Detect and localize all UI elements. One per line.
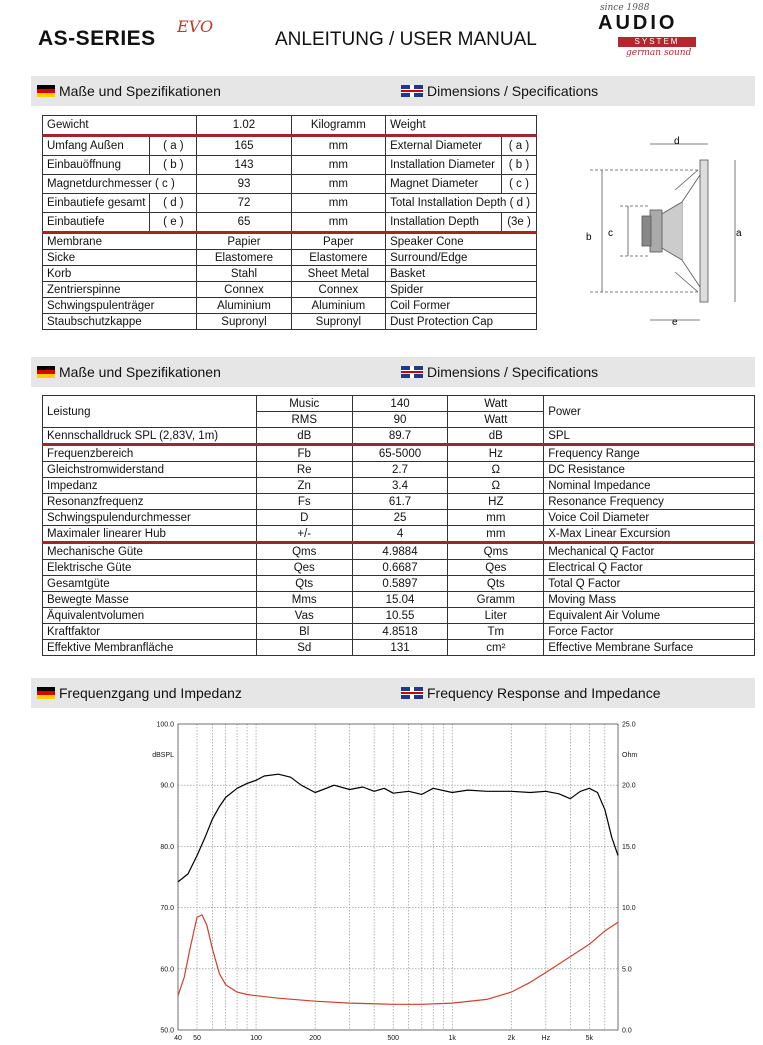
uk-flag-icon	[401, 687, 423, 699]
table-row	[43, 175, 537, 194]
audio-system-logo	[596, 3, 706, 63]
x-tick-label: 40	[174, 1035, 182, 1042]
cell-symbol: Zn	[256, 478, 352, 494]
cell-label-de: Gewicht	[43, 116, 197, 136]
cell-label-en: Electrical Q Factor	[544, 560, 755, 576]
cell-label-de: Membrane	[43, 233, 197, 250]
table-row	[43, 250, 537, 266]
diagram-label-a: a	[736, 228, 742, 239]
table-row	[43, 116, 537, 136]
cell-label-de: Korb	[43, 266, 197, 282]
cell-symbol: Re	[256, 462, 352, 478]
table-row	[43, 462, 755, 478]
cell-label-en: Moving Mass	[544, 592, 755, 608]
cell-ref-en: ( b )	[502, 156, 537, 175]
cell-symbol: Sd	[256, 640, 352, 656]
cell-unit: Qts	[448, 576, 544, 592]
y2-tick-label: 0.0	[622, 1027, 632, 1035]
y-tick-label: 90.0	[160, 782, 174, 790]
cell-unit: Qes	[448, 560, 544, 576]
cell-label-en: Dust Protection Cap	[386, 314, 537, 330]
cell-value: 65-5000	[352, 445, 448, 462]
power-music-unit: Watt	[448, 396, 544, 412]
table-row	[43, 266, 537, 282]
cell-label-de: Magnetdurchmesser ( c )	[43, 175, 197, 194]
cell-label-de: Gleichstromwiderstand	[43, 462, 257, 478]
cell-label-en: Basket	[386, 266, 537, 282]
table-row	[43, 233, 537, 250]
cell-symbol: D	[256, 510, 352, 526]
cell-unit: mm	[291, 213, 385, 233]
y-axis-label: dBSPL	[152, 752, 174, 760]
cell-label-en: Weight	[386, 116, 537, 136]
cell-label-en: Effective Membrane Surface	[544, 640, 755, 656]
cell-unit: dB	[448, 428, 544, 445]
cell-label-en: Total Installation Depth ( d )	[386, 194, 537, 213]
cell-label-de: Gesamtgüte	[43, 576, 257, 592]
cell-unit: Liter	[448, 608, 544, 624]
power-label-de: Leistung	[43, 396, 257, 428]
cell-label-de: Maximaler linearer Hub	[43, 526, 257, 543]
german-flag-icon	[37, 85, 55, 97]
cell-label-de: Effektive Membranfläche	[43, 640, 257, 656]
cell-unit: Sheet Metal	[291, 266, 385, 282]
cell-unit: Gramm	[448, 592, 544, 608]
cell-label-en: SPL	[544, 428, 755, 445]
cell-label-de: Schwingspulenträger	[43, 298, 197, 314]
cell-label-en: DC Resistance	[544, 462, 755, 478]
uk-flag-icon	[401, 85, 423, 97]
x-tick-label: 50	[193, 1035, 201, 1042]
cell-label-en: Equivalent Air Volume	[544, 608, 755, 624]
cell-value: Elastomere	[197, 250, 291, 266]
diagram-label-d: d	[674, 136, 680, 147]
table-row	[43, 298, 537, 314]
impedance-series-line	[178, 915, 618, 1004]
cell-label-en: Voice Coil Diameter	[544, 510, 755, 526]
cell-label-de: Kraftfaktor	[43, 624, 257, 640]
x-axis-unit: Hz	[541, 1035, 551, 1042]
cell-value: 10.55	[352, 608, 448, 624]
cell-symbol: Vas	[256, 608, 352, 624]
cell-symbol: Qts	[256, 576, 352, 592]
section-title-de: Maße und Spezifikationen	[59, 364, 221, 380]
cell-unit: mm	[448, 526, 544, 543]
cell-unit: Kilogramm	[291, 116, 385, 136]
table-row	[43, 213, 537, 233]
cell-unit: Hz	[448, 445, 544, 462]
cell-value: 25	[352, 510, 448, 526]
cell-unit: Elastomere	[291, 250, 385, 266]
cell-value: 4.8518	[352, 624, 448, 640]
cell-label-en: Installation Depth	[386, 213, 502, 233]
cell-label-en: Nominal Impedance	[544, 478, 755, 494]
cell-value: Supronyl	[197, 314, 291, 330]
cell-label-en: X-Max Linear Excursion	[544, 526, 755, 543]
diagram-label-b: b	[586, 232, 592, 243]
cell-label-de: Einbautiefe	[43, 213, 150, 233]
cell-unit: Connex	[291, 282, 385, 298]
cell-value: 4	[352, 526, 448, 543]
x-tick-label: 2k	[507, 1035, 515, 1042]
cell-label-de: Mechanische Güte	[43, 543, 257, 560]
cell-unit: mm	[448, 510, 544, 526]
x-tick-label: 100	[250, 1035, 262, 1042]
cell-value: 4.9884	[352, 543, 448, 560]
table-row	[43, 510, 755, 526]
table-row	[43, 608, 755, 624]
cell-symbol: Fs	[256, 494, 352, 510]
cell-unit: HZ	[448, 494, 544, 510]
cell-value: 72	[197, 194, 291, 213]
table-row	[43, 156, 537, 175]
cell-value: 89.7	[352, 428, 448, 445]
table-row	[43, 282, 537, 298]
cell-ref-de: ( a )	[150, 136, 197, 156]
brand-suffix: EVO	[177, 17, 214, 36]
y-tick-label: 80.0	[160, 843, 174, 851]
plot-frame	[178, 724, 618, 1030]
cell-label-de: Elektrische Güte	[43, 560, 257, 576]
y2-tick-label: 5.0	[622, 966, 632, 974]
section-title-en: Dimensions / Specifications	[427, 83, 599, 99]
table-row	[43, 640, 755, 656]
y2-tick-label: 20.0	[622, 782, 636, 790]
y2-tick-label: 15.0	[622, 843, 636, 851]
cell-label-en: External Diameter	[386, 136, 502, 156]
cell-label-de: Zentrierspinne	[43, 282, 197, 298]
cell-label-de: Sicke	[43, 250, 197, 266]
table-row	[43, 314, 537, 330]
cell-label-en: Force Factor	[544, 624, 755, 640]
speaker-dimension-diagram	[580, 130, 755, 330]
cell-ref-en: ( c )	[502, 175, 537, 194]
cell-unit: Aluminium	[291, 298, 385, 314]
cell-unit: mm	[291, 194, 385, 213]
x-tick-label: 500	[387, 1035, 400, 1042]
logo-tagline: german sound	[626, 48, 692, 58]
cell-label-en: Total Q Factor	[544, 576, 755, 592]
logo-system: SYSTEM	[618, 37, 696, 47]
cell-label-en: Magnet Diameter	[386, 175, 502, 194]
diagram-label-e: e	[672, 317, 678, 328]
specifications-table	[42, 395, 755, 656]
power-music-value: 140	[352, 396, 448, 412]
y-tick-label: 70.0	[160, 905, 174, 913]
table-row	[43, 194, 537, 213]
frequency-response-chart	[130, 712, 650, 1042]
cell-symbol: +/-	[256, 526, 352, 543]
cell-ref-de: ( d )	[150, 194, 197, 213]
cell-value: 2.7	[352, 462, 448, 478]
cell-ref-en: (3e )	[502, 213, 537, 233]
cell-label-de: Äquivalentvolumen	[43, 608, 257, 624]
table-row	[43, 526, 755, 543]
section-title-de: Frequenzgang und Impedanz	[59, 685, 242, 701]
table-row	[43, 478, 755, 494]
cell-value: 131	[352, 640, 448, 656]
cell-label-en: Mechanical Q Factor	[544, 543, 755, 560]
power-rms-label: RMS	[256, 412, 352, 428]
table-row	[43, 560, 755, 576]
table-row	[43, 494, 755, 510]
spl-series-line	[178, 774, 618, 882]
section-header-frequency-response	[31, 678, 755, 708]
section-title-en: Dimensions / Specifications	[427, 364, 599, 380]
cell-label-de: Resonanzfrequenz	[43, 494, 257, 510]
cell-unit: mm	[291, 156, 385, 175]
cell-label-en: Installation Diameter	[386, 156, 502, 175]
section-title-en: Frequency Response and Impedance	[427, 685, 661, 701]
cell-unit: Supronyl	[291, 314, 385, 330]
y2-tick-label: 25.0	[622, 721, 636, 729]
cell-unit: Paper	[291, 233, 385, 250]
cell-unit: Tm	[448, 624, 544, 640]
cell-value: Stahl	[197, 266, 291, 282]
cell-label-de: Umfang Außen	[43, 136, 150, 156]
cell-label-en: Resonance Frequency	[544, 494, 755, 510]
power-music-label: Music	[256, 396, 352, 412]
section-header-dimensions	[31, 76, 755, 106]
cell-label-en: Frequency Range	[544, 445, 755, 462]
x-tick-label: 200	[309, 1035, 321, 1042]
y-tick-label: 50.0	[160, 1027, 174, 1035]
german-flag-icon	[37, 366, 55, 378]
cell-unit: Ω	[448, 478, 544, 494]
y2-tick-label: 10.0	[622, 905, 636, 913]
brand-title: AS-SERIES	[38, 27, 156, 50]
cell-unit: cm²	[448, 640, 544, 656]
cell-value: 61.7	[352, 494, 448, 510]
german-flag-icon	[37, 687, 55, 699]
cell-value: 0.5897	[352, 576, 448, 592]
cell-label-de: Einbautiefe gesamt	[43, 194, 150, 213]
cell-label-de: Impedanz	[43, 478, 257, 494]
cell-ref-de: ( b )	[150, 156, 197, 175]
y2-axis-label: Ohm	[622, 752, 638, 760]
section-header-specifications	[31, 357, 755, 387]
section-title-de: Maße und Spezifikationen	[59, 83, 221, 99]
cell-label-de: Bewegte Masse	[43, 592, 257, 608]
cell-label-de: Frequenzbereich	[43, 445, 257, 462]
table-row	[43, 543, 755, 560]
table-row	[43, 592, 755, 608]
power-rms-unit: Watt	[448, 412, 544, 428]
cell-symbol: dB	[256, 428, 352, 445]
cell-ref-en: ( a )	[502, 136, 537, 156]
power-rms-value: 90	[352, 412, 448, 428]
cell-value: 1.02	[197, 116, 291, 136]
cell-label-de: Kennschalldruck SPL (2,83V, 1m)	[43, 428, 257, 445]
diagram-label-c: c	[608, 228, 613, 239]
logo-name: AUDIO	[598, 12, 678, 34]
table-row	[43, 576, 755, 592]
cell-value: Connex	[197, 282, 291, 298]
table-row	[43, 136, 537, 156]
cell-value: 15.04	[352, 592, 448, 608]
cell-unit: mm	[291, 136, 385, 156]
dimensions-table	[42, 115, 537, 330]
cell-value: 93	[197, 175, 291, 194]
cell-label-en: Coil Former	[386, 298, 537, 314]
cell-unit: Qms	[448, 543, 544, 560]
cell-symbol: Bl	[256, 624, 352, 640]
logo-since: since 1988	[600, 3, 650, 13]
x-tick-label: 5k	[585, 1035, 594, 1042]
cell-value: 0.6687	[352, 560, 448, 576]
cell-value: 65	[197, 213, 291, 233]
x-tick-label: 1k	[448, 1035, 456, 1042]
table-row	[43, 428, 755, 445]
cell-unit: Ω	[448, 462, 544, 478]
document-title: ANLEITUNG / USER MANUAL	[275, 29, 537, 50]
cell-label-de: Schwingspulendurchmesser	[43, 510, 257, 526]
cell-symbol: Qms	[256, 543, 352, 560]
table-row	[43, 624, 755, 640]
cell-symbol: Mms	[256, 592, 352, 608]
cell-ref-de: ( e )	[150, 213, 197, 233]
cell-label-en: Speaker Cone	[386, 233, 537, 250]
cell-label-en: Surround/Edge	[386, 250, 537, 266]
table-row	[43, 445, 755, 462]
cell-label-en: Spider	[386, 282, 537, 298]
cell-symbol: Qes	[256, 560, 352, 576]
cell-label-de: Staubschutzkappe	[43, 314, 197, 330]
cell-value: 3.4	[352, 478, 448, 494]
power-label-en: Power	[544, 396, 755, 428]
uk-flag-icon	[401, 366, 423, 378]
cell-value: 165	[197, 136, 291, 156]
y-tick-label: 60.0	[160, 966, 174, 974]
cell-value: 143	[197, 156, 291, 175]
cell-label-de: Einbauöffnung	[43, 156, 150, 175]
cell-value: Papier	[197, 233, 291, 250]
cell-value: Aluminium	[197, 298, 291, 314]
cell-symbol: Fb	[256, 445, 352, 462]
cell-unit: mm	[291, 175, 385, 194]
y-tick-label: 100.0	[156, 721, 174, 729]
